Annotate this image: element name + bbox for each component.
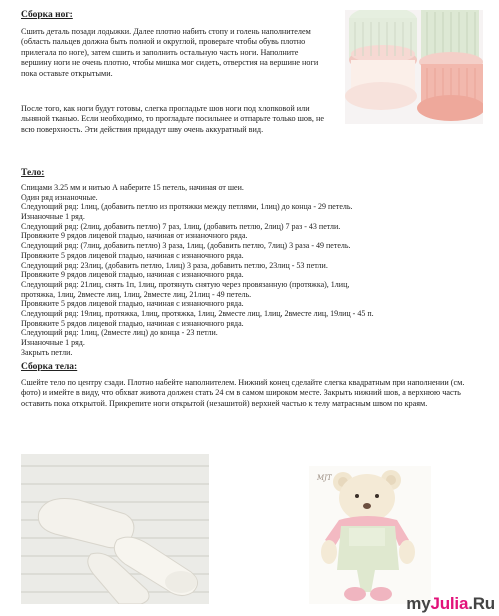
body-line: Провяжите 9 рядов лицевой гладью, начиная от изнаночного ряда. [21,231,248,241]
body-line: Следующий ряд: 1лиц, (2вместе лиц) до конца - 23 петли. [21,328,218,338]
body-line: Провяжите 5 рядов лицевой гладью, начиная с изнаночного ряда. [21,318,244,328]
watermark-accent: Julia [430,594,469,613]
legs-paragraph-2: После того, как ноги будут готовы, слегка прогладьте шов ноги под хлопковой или льняной тканью. Если необходимо, то прогладьте посильнее и отпарьте только шов, не всю поверхность. Эти действия придадут шву очень аккуратный вид. [21,104,324,134]
body-line: Следующий ряд: (2лиц, добавить петлю) 7 раз, 1лиц, (добавить петлю, 2лиц) 7 раз - 43 петли. [21,221,341,231]
body-line: Закрыть петли. [21,347,73,357]
section-heading-body-assembly: Сборка тела: [21,362,78,372]
body-line: Следующий ряд: 1лиц, (добавить петлю из протяжки между петлями, 1лиц) до конца - 29 петель. [21,202,353,212]
body-line: протяжка, 1лиц, 2вместе лиц, 1лиц, 2вместе лиц, 21лиц - 49 петель. [21,289,252,299]
legs-paragraph-1: Сшить деталь позади лодыжки. Далее плотно набить стопу и голень наполнителем (область пальцев должна быть полной и округлой, проверьте чтобы обувь плотно прилегала по ноге), затем сшить и заполнить остальную часть ноги. Наполните вершину ноги не очень плотно, чтобы мишка мог сидеть, отверстия на вершине ноги пока оставьте открытыми. [21,27,319,78]
body-line: Один ряд изнаночные. [21,192,98,202]
body-assembly-paragraph: Сшейте тело по центру сзади. Плотно набейте наполнителем. Нижний конец сделайте слегка квадратным при наполнении (см. фото) и имейте в виду, что обхват живота должен стать 24 см в самом широком месте. Закрыть нижний шов, а верхнюю часть оставить пока открытой. Прикрепите ноги открытой (незашитой) верхней частью к телу матрасным швом по краям. [21,378,465,408]
body-line: Изнаночные 1 ряд. [21,212,85,222]
watermark-suffix: .Ru [468,594,495,613]
body-line: Спицами 3.25 мм и нитью А наберите 15 петель, начиная от шеи. [21,183,244,192]
stuffed-body-photo [21,454,209,604]
site-watermark [406,594,495,614]
body-line: Провяжите 5 рядов лицевой гладью, начиная с изнаночного ряда. [21,250,244,260]
body-instructions [21,183,374,357]
section-heading-legs: Сборка ног: [21,10,73,20]
watermark-prefix: my [406,594,431,613]
body-line: Провяжите 9 рядов лицевой гладью, начиная с изнаночного ряда. [21,270,244,280]
knitted-legs-photo [345,10,483,124]
body-line: Провяжите 5 рядов лицевой гладью, начиная с изнаночного ряда. [21,299,244,309]
body-line: Следующий ряд: (7лиц, добавить петлю) 3 раза, 1лиц, (добавить петлю, 7лиц) 3 раза - 49 петель. [21,241,351,251]
body-line: Следующий ряд: 19лиц, протяжка, 1лиц, протяжка, 1лиц, 2вместе лиц, 1лиц, 2вместе лиц, 19лиц - 45 п. [21,308,374,318]
section-heading-body: Тело: [21,168,45,178]
body-line: Изнаночные 1 ряд. [21,338,85,347]
body-line: Следующий ряд: 23лиц, (добавить петлю, 1лиц) 3 раза, добавить петлю, 23лиц - 53 петли. [21,260,328,270]
bear-in-overalls-photo [309,466,431,604]
photo-signature: MJT [317,474,332,482]
body-line: Следующий ряд: 21лиц, снять 1п, 1лиц, протянуть снятую через провязанную (протяжка), 1лиц, [21,279,350,289]
